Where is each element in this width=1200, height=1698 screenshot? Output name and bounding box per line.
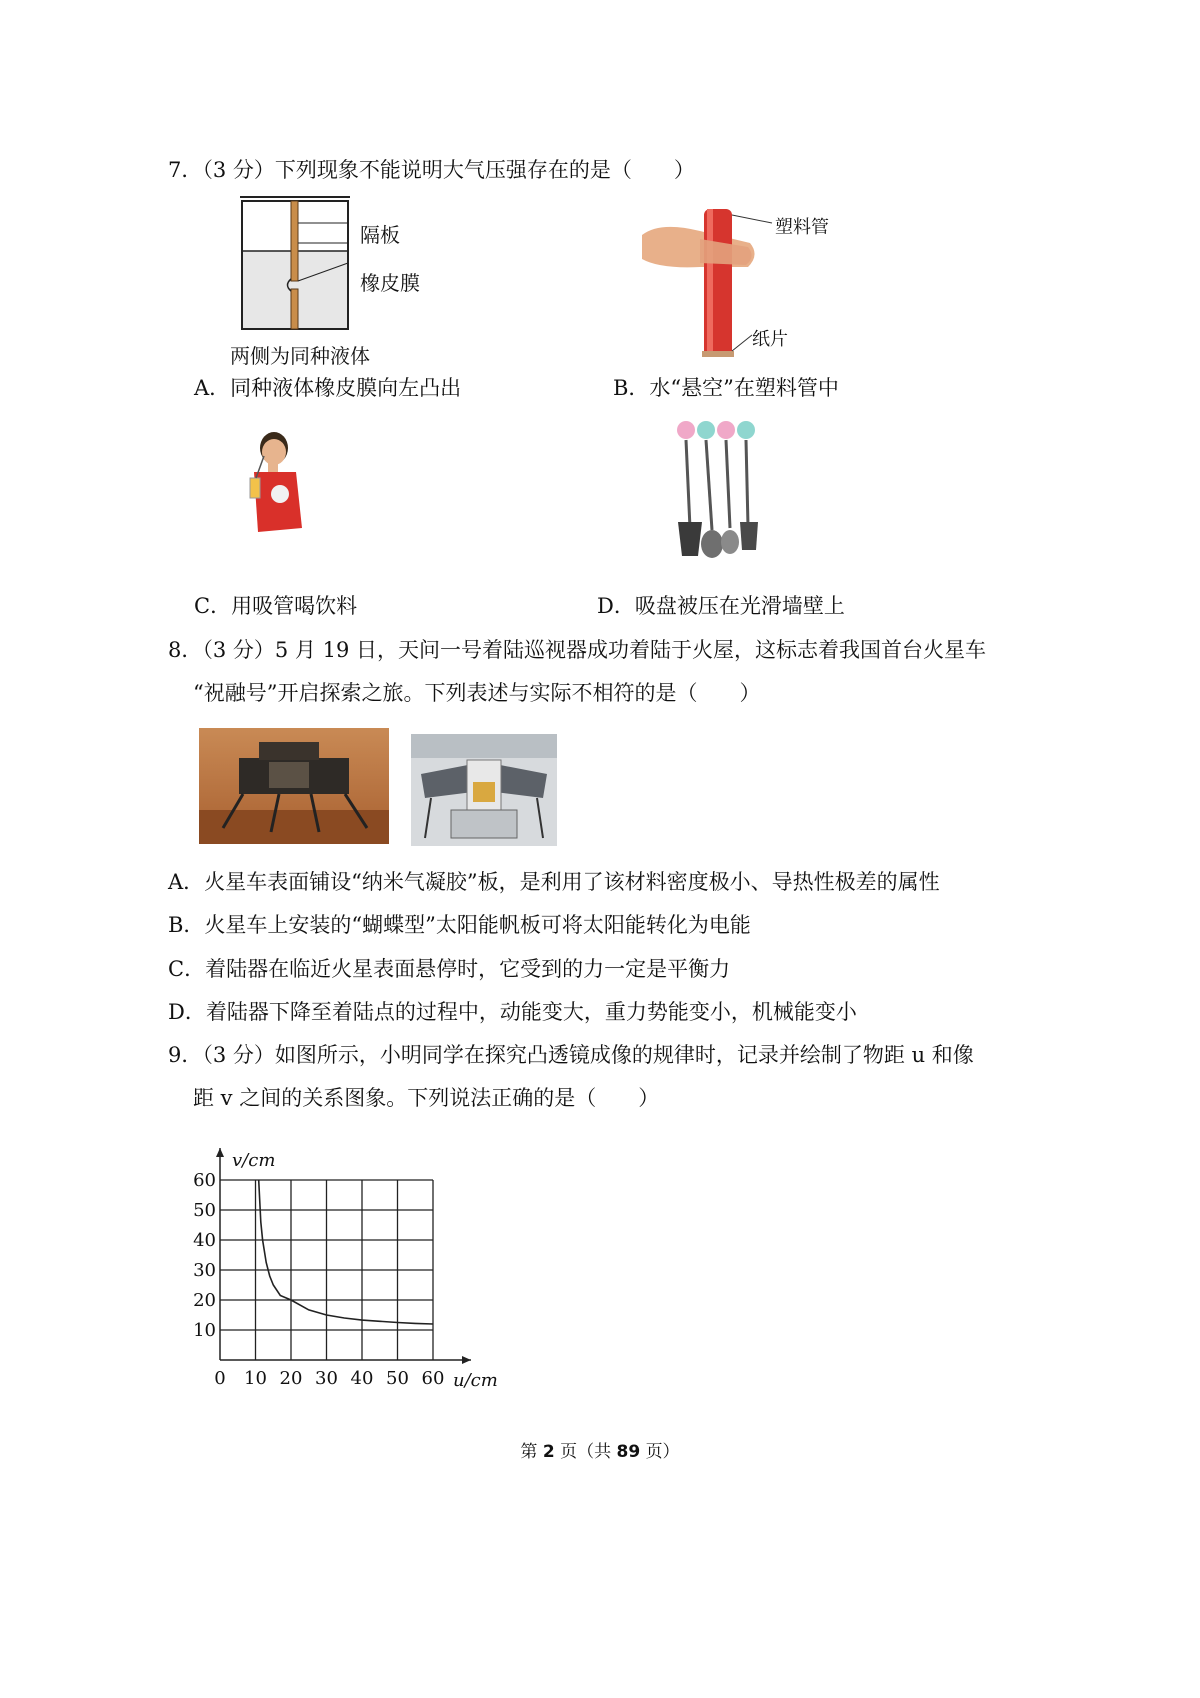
- lander-image: [199, 728, 389, 844]
- page-footer: [0, 1437, 1200, 1462]
- q8-option-c: C．着陆器在临近火星表面悬停时，它受到的力一定是平衡力: [168, 957, 731, 981]
- x-tick-label: 0: [214, 1368, 226, 1389]
- y-tick-label: 40: [193, 1230, 216, 1251]
- q8-stem-line2: “祝融号”开启探索之旅。下列表述与实际不相符的是（ ）: [193, 681, 761, 705]
- q7-figure-a: [228, 193, 588, 368]
- label-plastic-tube: 塑料管: [775, 217, 829, 238]
- y-tick-label: 30: [193, 1260, 216, 1281]
- x-tick-label: 40: [350, 1368, 374, 1389]
- footer-page-number: 2: [542, 1442, 555, 1462]
- y-axis-label: v/cm: [232, 1150, 276, 1171]
- x-tick-label: 30: [315, 1368, 338, 1389]
- q9-stem-line2: 距 v 之间的关系图象。下列说法正确的是（ ）: [193, 1086, 660, 1110]
- x-tick-label: 20: [279, 1368, 303, 1389]
- y-tick-label: 20: [193, 1290, 216, 1311]
- mars-lander-photo: [199, 728, 389, 844]
- x-axis-label: u/cm: [453, 1370, 498, 1390]
- q9-stem-line1: 9．（3 分）如图所示，小明同学在探究凸透镜成像的规律时，记录并绘制了物距 u 和像: [168, 1043, 974, 1067]
- boy-drinking-image: [240, 432, 320, 567]
- q7-option-d: D．吸盘被压在光滑墙壁上: [597, 594, 845, 618]
- label-paper: 纸片: [752, 329, 788, 350]
- q7-figure-d: [668, 418, 768, 568]
- x-tick-label: 50: [386, 1368, 409, 1389]
- label-membrane: 橡皮膜: [360, 271, 420, 295]
- x-axis-arrow: [462, 1356, 471, 1364]
- label-partition: 隔板: [360, 223, 400, 247]
- y-tick-label: 50: [193, 1200, 216, 1221]
- suction-cups-image: [668, 418, 768, 568]
- figure-a-caption: 两侧为同种液体: [230, 344, 370, 368]
- y-tick-label: 60: [193, 1170, 216, 1191]
- q8-option-a: A．火星车表面铺设“纳米气凝胶”板，是利用了该材料密度极小、导热性极差的属性: [168, 870, 940, 894]
- footer-suffix: 页）: [645, 1442, 680, 1462]
- q7-option-a: A．同种液体橡皮膜向左凸出: [194, 376, 462, 400]
- footer-total-pages: 89: [616, 1442, 641, 1462]
- q7-stem: 7．（3 分）下列现象不能说明大气压强存在的是（ ）: [168, 158, 695, 182]
- rover-image: [411, 734, 557, 846]
- u-v-chart: [180, 1140, 520, 1390]
- x-tick-label: 10: [244, 1368, 267, 1389]
- footer-mid: 页（共: [560, 1442, 612, 1462]
- u-v-curve: [259, 1180, 433, 1324]
- q7-figure-c: [240, 432, 320, 567]
- y-axis-arrow: [216, 1148, 224, 1157]
- q7-figure-b: [640, 195, 840, 365]
- y-tick-label: 10: [193, 1320, 216, 1341]
- q8-option-b: B．火星车上安装的“蝴蝶型”太阳能帆板可将太阳能转化为电能: [168, 913, 751, 937]
- q8-stem-line1: 8．（3 分）5 月 19 日，天问一号着陆巡视器成功着陆于火屋，这标志着我国首台火星车: [168, 638, 987, 662]
- footer-prefix: 第: [520, 1442, 538, 1462]
- q7-option-b: B．水“悬空”在塑料管中: [613, 376, 839, 400]
- q8-option-d: D．着陆器下降至着陆点的过程中，动能变大，重力势能变小，机械能变小: [168, 1000, 857, 1024]
- x-tick-label: 60: [421, 1368, 445, 1389]
- q7-option-c: C．用吸管喝饮料: [194, 594, 358, 618]
- zhurong-rover-photo: [411, 734, 557, 846]
